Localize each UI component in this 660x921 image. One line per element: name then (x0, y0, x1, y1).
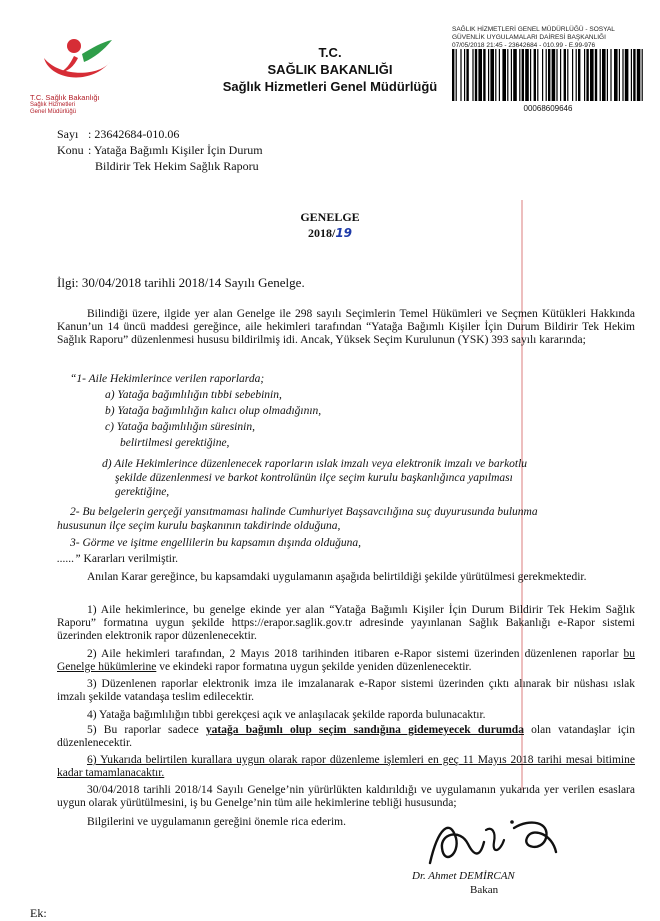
barcode-bar (552, 49, 556, 101)
list-item-2 (57, 648, 635, 674)
barcode-bar (622, 49, 623, 101)
barcode-bar (576, 49, 577, 101)
barcode-bar (631, 49, 632, 101)
quote-end-dots: ......” (57, 553, 81, 565)
logo-caption-3: Genel Müdürlüğü (30, 109, 77, 115)
barcode-bar (466, 49, 468, 101)
barcode-bar (490, 49, 494, 101)
quote-item-b: b) Yatağa bağımlılığın kalıcı olup olmadığının, (105, 405, 322, 417)
barcode-bar (483, 49, 485, 101)
barcode-image (452, 49, 644, 101)
quote-item-1: “1- Aile Hekimlerince verilen raporlarda; (70, 373, 265, 385)
barcode-bar (578, 49, 580, 101)
barcode-bar (584, 49, 585, 101)
list-item-5 (57, 724, 635, 750)
barcode-bar (602, 49, 606, 101)
barcode-bar (546, 49, 547, 101)
barcode-bar (572, 49, 573, 101)
quote-end (57, 553, 635, 566)
barcode-bar (542, 49, 543, 101)
quote-item-2-cont: hususunun ilçe seçim kurulu başkanının takdirinde olduğuna, (57, 520, 341, 532)
list-item-2-underlined: bu Genelge hükümlerine (57, 648, 635, 673)
barcode-bar (610, 49, 611, 101)
barcode-bar (637, 49, 641, 101)
barcode-bar (472, 49, 473, 101)
signatory-title: Bakan (470, 884, 499, 896)
ilgi-line: İlgi: 30/04/2018 tarihli 2018/14 Sayılı Genelge. (57, 275, 305, 290)
barcode-bar (499, 49, 500, 101)
logo-caption-2: Sağlık Hizmetleri (30, 102, 76, 108)
header-ministry: SAĞLIK BAKANLIĞI (267, 62, 393, 77)
paragraph-1: Bilindiği üzere, ilgide yer alan Genelge ile 298 sayılı Seçimlerin Temel Hükümleri ve Seçmen Kütükleri Hakkında Kanun’un 14 üncü maddesi gereğince, aile hekimleri tarafından “Yatağa Bağımlı Kişiler İçin Durum Bildirir Tek Hekim Sağlık Raporu” düzenlenmesi hususu bildirilmiş idi. Ancak, Yüksek Seçim Kurulunun (YSK) 393 sayılı kararında; (57, 308, 635, 346)
barcode-bar (567, 49, 568, 101)
barcode-bar (502, 49, 506, 101)
quote-item-d-cont1: şekilde düzenlenmesi ve barkot kontrolünün ilçe seçim kurulu başkanlığınca yapılması (115, 472, 513, 484)
ministry-logo (30, 28, 140, 115)
barcode-bar (595, 49, 597, 101)
genelge-number-handwritten: 19 (335, 226, 353, 240)
konu-label: Konu (57, 143, 84, 157)
barcode-bar (556, 49, 557, 101)
sayi-label: Sayı (57, 127, 79, 141)
quote-item-d: d) Aile Hekimlerince düzenlenecek raporların ıslak imzalı veya elektronik imzalı ve barkotlu (102, 458, 528, 470)
paragraph-2: Anılan Karar gereğince, bu kapsamdaki uygulamanın aşağıda belirtildiği şekilde yürütülmesi gerekmektedir. (87, 571, 587, 583)
barcode-line-1: SAĞLIK HİZMETLERİ GENEL MÜDÜRLÜĞÜ - SOSYAL (452, 26, 615, 33)
konu-value-1: : Yatağa Bağımlı Kişiler İçin Durum (88, 143, 263, 157)
barcode-line-2: GÜVENLİK UYGULAMALARI DAİRESİ BAŞKANLIĞI (452, 34, 606, 41)
barcode-bar (511, 49, 512, 101)
barcode-bar (586, 49, 588, 101)
list-item-2-a: 2) Aile hekimleri tarafından, 2 Mayıs 2018 tarihinden itibaren e-Rapor sistemi üzerinden düzenlenen raporlar (87, 648, 624, 660)
attachment-label: Ek: (30, 906, 47, 920)
list-item-5-emphasis: yatağa bağımlı olup seçim sandığına gidemeyecek durumda (205, 724, 524, 736)
barcode-bar (530, 49, 531, 101)
barcode-bar (460, 49, 461, 101)
list-item-5-c: olan vatandaşlar için düzenlenecektir. (57, 724, 636, 749)
barcode-bar (488, 49, 489, 101)
barcode-bar (607, 49, 608, 101)
logo-caption-1: T.C. Sağlık Bakanlığı (30, 93, 100, 102)
barcode-bar (642, 49, 643, 101)
barcode-bar (513, 49, 517, 101)
barcode-bar (590, 49, 594, 101)
signatory-name: Dr. Ahmet DEMİRCAN (412, 870, 515, 882)
barcode-bar (456, 49, 457, 101)
barcode-bar (525, 49, 529, 101)
handwritten-signature (420, 808, 570, 878)
quote-item-2: 2- Bu belgelerin gerçeği yansıtmaması halinde Cumhuriyet Başsavcılığına suç duyurusunda bulunma (70, 506, 538, 518)
sayi-value: : 23642684-010.06 (88, 127, 180, 141)
quote-item-a: a) Yatağa bağımlılığın tıbbi sebebinin, (105, 389, 282, 401)
genelge-number (230, 226, 430, 241)
list-item-1: 1) Aile hekimlerince, bu genelge ekinde yer alan “Yatağa Bağımlı Kişiler İçin Durum Bildirir Tek Hekim Sağlık Raporu” formatına uygun şekilde https://erapor.saglik.gov.tr adresinde yayınlanan Sağlık Bakanlığı e-Rapor sistemi üzerinden elektronik rapor düzenlenecektir. (57, 604, 635, 642)
quote-item-3: 3- Görme ve işitme engellilerin bu kapsamın dışında olduğuna, (70, 537, 361, 549)
barcode-bar (475, 49, 477, 101)
genelge-title: GENELGE (300, 210, 360, 224)
paragraph-3: 30/04/2018 tarihli 2018/14 Sayılı Genelge’nin yürürlükten kaldırıldığı ve uygulamanın yukarıda yer verilen esaslara uygun olarak yürütülmesini, iş bu Genelge’nin tüm aile hekimlerine tebliği hususunda; (57, 784, 635, 809)
konu-value-2: Bildirir Tek Hekim Sağlık Raporu (95, 159, 259, 173)
paragraph-4: Bilgilerini ve uygulamanın gereğini önemle rica ederim. (87, 816, 346, 828)
quote-item-c-cont: belirtilmesi gerektiğine, (120, 437, 230, 449)
header-tc: T.C. (318, 45, 342, 60)
list-item-6: 6) Yukarıda belirtilen kurallara uygun olarak rapor düzenleme işlemleri en geç 11 Mayıs 2018 tarihi mesai bitimine kadar tamamlanacaktır. (57, 754, 635, 779)
barcode-number: 00068609646 (523, 104, 573, 113)
barcode-bar (625, 49, 629, 101)
barcode-bar (464, 49, 465, 101)
barcode-bar (614, 49, 618, 101)
barcode-bar (548, 49, 550, 101)
barcode-bar (537, 49, 538, 101)
barcode-bar (633, 49, 635, 101)
barcode-bar (507, 49, 508, 101)
genelge-number-prefix: 2018/ (307, 226, 336, 240)
ministry-emblem-icon (30, 28, 140, 88)
quote-item-d-cont2: gerektiğine, (115, 486, 170, 498)
barcode-bar (495, 49, 496, 101)
barcode-bar (560, 49, 561, 101)
barcode-line-3: 07/05/2018 21:45 - 23642684 - 010.99 - E.99-976 (452, 42, 596, 49)
barcode-bar (478, 49, 482, 101)
barcode-bar (619, 49, 620, 101)
barcode-bar (452, 49, 454, 101)
quote-end-text: Kararları verilmiştir. (80, 553, 179, 565)
list-item-5-a: 5) Bu raporlar sadece (87, 724, 206, 736)
barcode-bar (522, 49, 524, 101)
list-item-4: 4) Yatağa bağımlılığın tıbbi gerekçesi açık ve anlaşılacak şekilde raporda bulunacaktır. (87, 709, 486, 721)
header-directorate: Sağlık Hizmetleri Genel Müdürlüğü (222, 79, 438, 94)
barcode-bar (534, 49, 536, 101)
barcode-bar (564, 49, 566, 101)
list-item-2-b: ve ekindeki rapor formatına uygun şekilde yeniden düzenlenecektir. (156, 661, 472, 673)
quote-item-c: c) Yatağa bağımlılığın süresinin, (105, 421, 255, 433)
barcode-bar (600, 49, 601, 101)
list-item-3: 3) Düzenlenen raporlar elektronik imza ile imzalanarak e-Rapor sistemi üzerinden çıktı alınarak bir nüshası ıslak imzalı şekilde vatandaşa teslim edilecektir. (57, 678, 635, 703)
barcode-bar (519, 49, 520, 101)
